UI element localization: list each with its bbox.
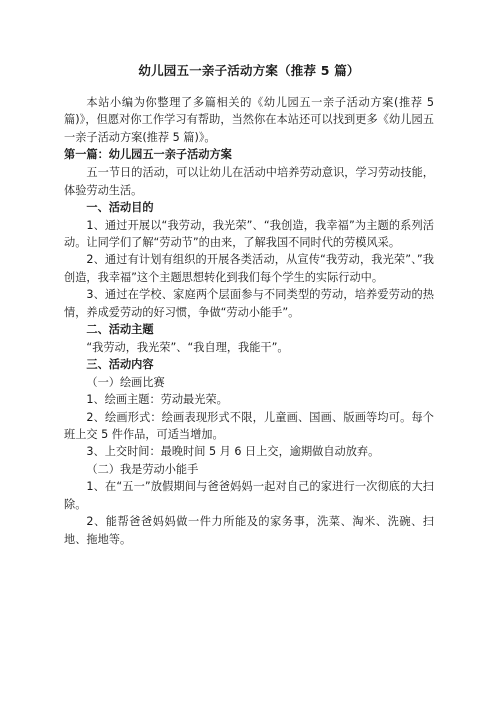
section-2-heading: 二、活动主题 (86, 323, 154, 337)
section-1-heading: 一、活动目的 (86, 201, 154, 215)
section-1-item-1: 1、通过开展以“我劳动，我光荣”、“我创造，我幸福”为主题的系列活动。让同学们了解“劳动节”的由来，了解我国不同时代的劳模风采。 (64, 218, 434, 250)
subsection-1-heading: （一）绘画比赛 (86, 375, 165, 389)
subsection-2-heading: （二）我是劳动小能手 (86, 462, 199, 476)
chapter-1-lead: 五一节日的活动，可以让幼儿在活动中培养劳动意识，学习劳动技能，体验劳动生活。 (64, 166, 434, 197)
subsection-2-item-1: 1、在“五一”放假期间与爸爸妈妈一起对自己的家进行一次彻底的大扫除。 (64, 480, 434, 511)
chapter-1-title: 第一篇：幼儿园五一亲子活动方案 (64, 148, 232, 162)
section-3-heading: 三、活动内容 (86, 358, 154, 372)
document-title: 幼儿园五一亲子活动方案（推荐 5 篇） (138, 63, 360, 78)
intro-paragraph: 本站小编为你整理了多篇相关的《幼儿园五一亲子活动方案(推荐 5 篇)》，但愿对你工作学习有帮助，当然你在本站还可以找到更多《幼儿园五一亲子活动方案(推荐 5 篇)》。 (64, 96, 434, 144)
subsection-1-item-3: 3、上交时间：最晚时间 5 月 6 日上交，逾期做自动放弃。 (86, 445, 380, 459)
subsection-1-item-1: 1、绘画主题：劳动最光荣。 (86, 393, 228, 407)
section-2-text: “我劳动，我光荣”、“我自理，我能干”。 (86, 340, 289, 354)
section-1-item-3: 3、通过在学校、家庭两个层面参与不同类型的劳动，培养爱劳动的热情，养成爱劳动的好习惯，争做“劳动小能手”。 (64, 288, 434, 319)
section-1-item-2: 2、通过有计划有组织的开展各类活动，从宣传“我劳动，我光荣”、”我创造，我幸福”这个主题思想转化到我们每个学生的实际行动中。 (64, 253, 434, 284)
subsection-1-item-2: 2、绘画形式：绘画表现形式不限，儿童画、国画、版画等均可。每个班上交 5 件作品，可适当增加。 (64, 410, 434, 442)
subsection-2-item-2: 2、能帮爸爸妈妈做一件力所能及的家务事，洗菜、淘米、洗碗、扫地、拖地等。 (64, 515, 434, 546)
